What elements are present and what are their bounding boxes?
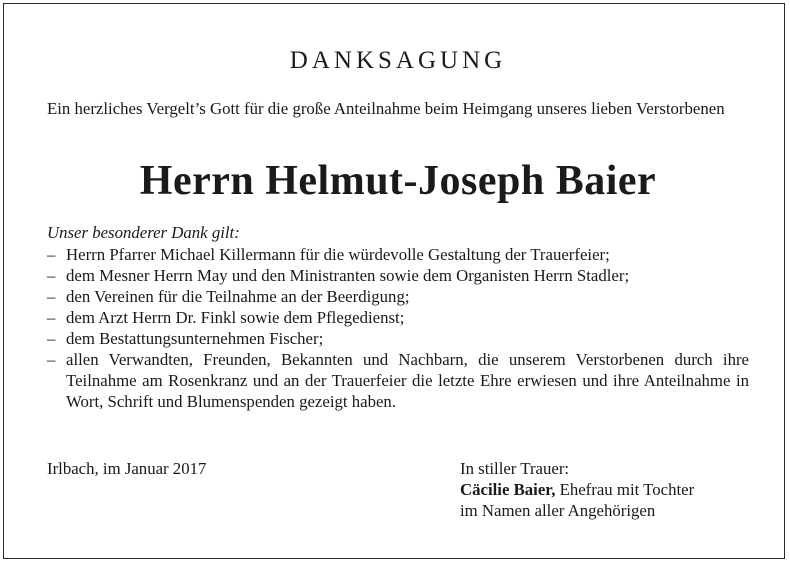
list-item-text: Herrn Pfarrer Michael Killermann für die würdevolle Gestaltung der Trauerfeier; — [66, 245, 610, 264]
list-item-text: allen Verwandten, Freunden, Bekannten und Nachbarn, die unserem Verstorbenen durch ihre Teilnahme am Rosenkranz und an der Trauerfeier die letzte Ehre erwiesen und ihre Anteilnahme in Wort, Schrift und Blumenspenden gezeigt haben. — [66, 350, 749, 411]
list-dash: – — [47, 350, 56, 369]
signoff-line: In stiller Trauer: — [460, 459, 570, 478]
signoff-names — [460, 479, 760, 500]
list-dash: – — [47, 245, 56, 264]
list-item — [47, 265, 749, 286]
list-item — [47, 349, 749, 412]
list-item — [47, 307, 749, 328]
list-dash: – — [47, 308, 56, 327]
notice-frame — [3, 3, 785, 559]
signoff-block — [460, 458, 760, 521]
place-date: Irlbach, im Januar 2017 — [47, 459, 207, 478]
list-dash: – — [47, 329, 56, 348]
widow-name: Cäcilie Baier, — [460, 480, 556, 499]
list-item-text: dem Mesner Herrn May und den Ministranten sowie dem Organisten Herrn Stadler; — [66, 266, 630, 285]
notice-heading: DANKSAGUNG — [289, 47, 507, 74]
list-item — [47, 286, 749, 307]
thanks-title: Unser besonderer Dank gilt: — [47, 223, 240, 242]
list-dash: – — [47, 287, 56, 306]
relation-text: Ehefrau mit Tochter — [555, 480, 695, 499]
list-item-text: den Vereinen für die Teilnahme an der Beerdigung; — [66, 287, 410, 306]
list-item — [47, 244, 749, 265]
signoff-family: im Namen aller Angehörigen — [460, 501, 656, 520]
list-item-text: dem Arzt Herrn Dr. Finkl sowie dem Pflegedienst; — [66, 308, 405, 327]
thanks-list — [47, 244, 749, 412]
deceased-name: Herrn Helmut-Joseph Baier — [139, 158, 657, 204]
list-item-text: dem Bestattungsunternehmen Fischer; — [66, 329, 324, 348]
list-item — [47, 328, 749, 349]
list-dash: – — [47, 266, 56, 285]
intro-text: Ein herzliches Vergelt’s Gott für die große Anteilnahme beim Heimgang unseres lieben Verstorbenen — [47, 99, 725, 118]
